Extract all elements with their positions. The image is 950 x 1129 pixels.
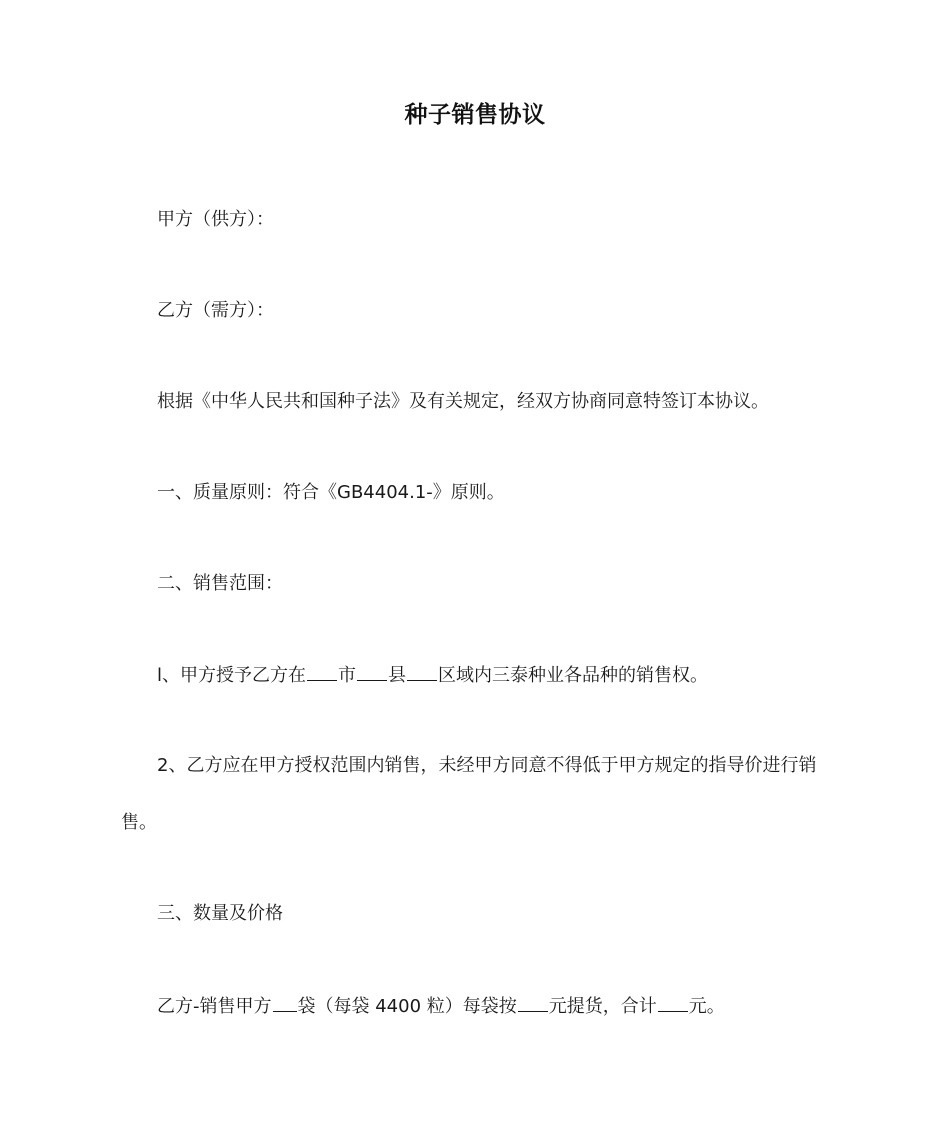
item1-prefix: l、甲方授予乙方在	[157, 665, 307, 686]
party-b-line: 乙方（需方）：	[157, 300, 274, 321]
quantity-prefix: 乙方-销售甲方	[157, 996, 272, 1017]
sales-scope-item-2-line-1: 2、乙方应在甲方授权范围内销售，未经甲方同意不得低于甲方规定的指导价进行销	[157, 755, 817, 776]
price-blank	[518, 993, 548, 1012]
bags-blank	[273, 993, 297, 1012]
total-blank	[658, 993, 688, 1012]
sales-scope-item-2-line-2: 售。	[121, 812, 157, 833]
district-blank	[407, 662, 437, 681]
document-title: 种子销售协议	[404, 102, 546, 128]
quantity-yuan-end: 元。	[688, 996, 725, 1017]
party-a-line: 甲方（供方）：	[157, 209, 274, 230]
item1-city: 市	[338, 665, 357, 686]
sales-scope-item-1	[157, 662, 708, 688]
item1-suffix: 区域内三泰种业各品种的销售权。	[438, 665, 709, 686]
section-sales-scope-heading: 二、销售范围：	[157, 573, 283, 594]
quantity-bags: 袋（每袋 4400 粒）每袋按	[297, 996, 517, 1017]
section-quality: 一、质量原则：符合《GB4404.1-》原则。	[157, 482, 505, 503]
quantity-yuan-pickup: 元提货，合计	[548, 996, 657, 1017]
county-blank	[357, 662, 387, 681]
section-quantity-price-heading: 三、数量及价格	[157, 903, 283, 924]
quantity-price-line	[157, 993, 725, 1019]
city-blank	[307, 662, 337, 681]
basis-paragraph: 根据《中华人民共和国种子法》及有关规定，经双方协商同意特签订本协议。	[157, 391, 769, 412]
item1-county: 县	[388, 665, 407, 686]
